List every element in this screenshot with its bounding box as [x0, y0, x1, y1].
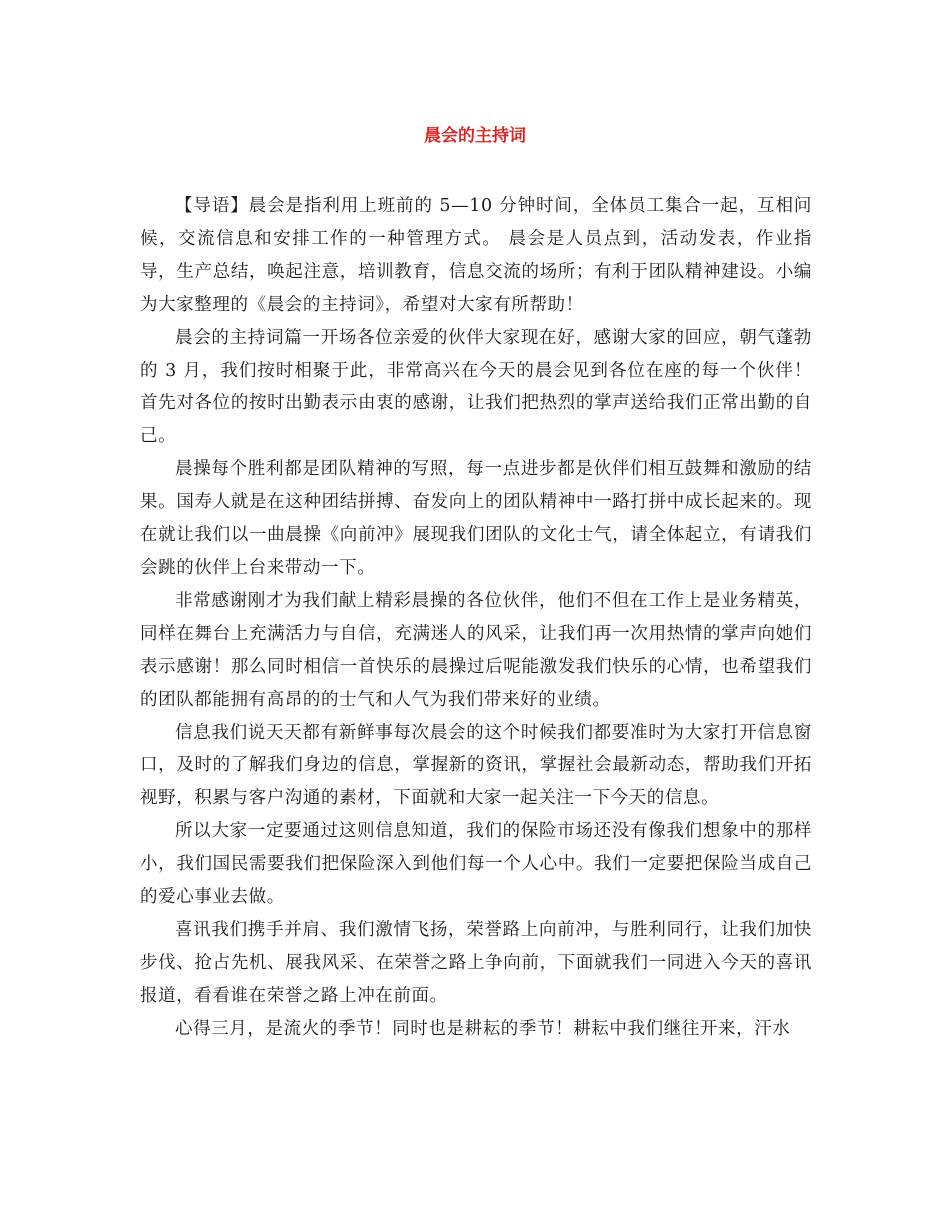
paragraph-insurance: 所以大家一定要通过这则信息知道，我们的保险市场还没有像我们想象中的那样小，我们国民需要我们把保险深入到他们每一个人心中。我们一定要把保险当成自己的爱心事业去做。 [140, 821, 812, 908]
paragraph-experience: 心得三月，是流火的季节！同时也是耕耘的季节！耕耘中我们继往开来，汗水 [175, 1018, 791, 1039]
paragraph-opening: 晨会的主持词篇一开场各位亲爱的伙伴大家现在好，感谢大家的回应，朝气蓬勃的 3 月，我们按时相聚于此，非常高兴在今天的晨会见到各位在座的每一个伙伴！首先对各位的按时出勤表示由衷的感谢，让我们把热烈的掌声送给我们正常出勤的自己。 [140, 327, 812, 447]
document-body [140, 190, 812, 1046]
paragraph-morning-exercise: 晨操每个胜利都是团队精神的写照，每一点进步都是伙伴们相互鼓舞和激励的结果。国寿人就是在这种团结拼搏、奋发向上的团队精神中一路打拼中成长起来的。现在就让我们以一曲晨操《向前冲》展现我们团队的文化士气，请全体起立，有请我们会跳的伙伴上台来带动一下。 [140, 459, 812, 578]
paragraph-good-news: 喜讯我们携手并肩、我们激情飞扬，荣誉路上向前冲，与胜利同行，让我们加快步伐、抢占先机、展我风采、在荣誉之路上争向前，下面就我们一同进入今天的喜讯报道，看看谁在荣誉之路上冲在前面。 [140, 919, 812, 1006]
document-title: 晨会的主持词 [424, 126, 526, 146]
paragraph-news: 信息我们说天天都有新鲜事每次晨会的这个时候我们都要准时为大家打开信息窗口，及时的了解我们身边的信息，掌握新的资讯，掌握社会最新动态，帮助我们开拓视野，积累与客户沟通的素材，下面就和大家一起关注一下今天的信息。 [140, 722, 812, 809]
paragraph-thanks: 非常感谢刚才为我们献上精彩晨操的各位伙伴，他们不但在工作上是业务精英，同样在舞台上充满活力与自信，充满迷人的风采，让我们再一次用热情的掌声向她们表示感谢！那么同时相信一首快乐的晨操过后呢能激发我们快乐的心情，也希望我们的团队都能拥有高昂的的士气和人气为我们带来好的业绩。 [140, 590, 812, 710]
paragraph-intro: 【导语】晨会是指利用上班前的 5—10 分钟时间，全体员工集合一起，互相问候，交流信息和安排工作的一种管理方式。 晨会是人员点到，活动发表，作业指导，生产总结，唤起注意，培训教育，信息交流的场所；有利于团队精神建设。小编为大家整理的《晨会的主持词》，希望对大家有所帮助！ [140, 196, 812, 315]
